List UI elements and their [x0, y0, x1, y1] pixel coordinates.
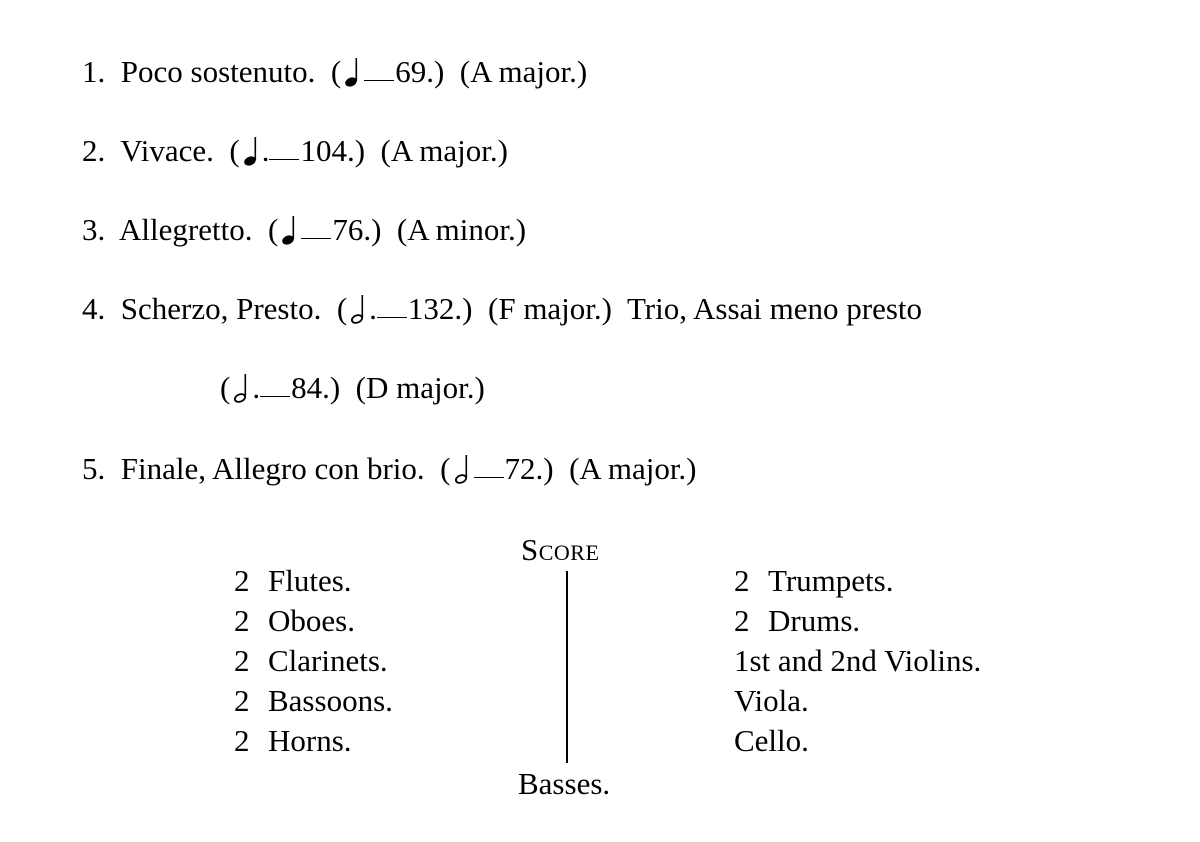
movement-number: 2. [82, 133, 106, 168]
metronome-value: 132.) [407, 291, 473, 326]
tempo-rule [269, 159, 299, 160]
metronome-value: 69.) [395, 54, 445, 89]
movement-2 [82, 133, 508, 169]
movement-number: 3. [82, 212, 106, 247]
instrument-count: 2 [234, 603, 250, 638]
tempo-rule [364, 80, 394, 81]
tempo-rule [301, 238, 331, 239]
tempo-rule [377, 317, 407, 318]
movement-title: Allegretto. [119, 212, 253, 247]
movement-4 [82, 291, 922, 327]
open-paren: ( [229, 133, 240, 168]
instrument-name: Horns. [268, 723, 352, 758]
instrument-item [734, 601, 981, 641]
movement-title: Finale, Allegro con brio. [120, 451, 425, 486]
instrument-name: Clarinets. [268, 643, 388, 678]
movement-key: (F major.) [488, 291, 612, 326]
movement-key: (A major.) [459, 54, 588, 89]
score-divider [566, 571, 568, 763]
instrument-name: Drums. [768, 603, 861, 638]
instrument-count: 2 [234, 643, 250, 678]
open-paren: ( [330, 54, 342, 89]
half-note-icon [453, 455, 473, 485]
movement-number: 5. [82, 451, 106, 486]
movement-title: Vivace. [120, 133, 214, 168]
instrument-item [734, 721, 981, 761]
dotted-quarter-note-icon [242, 137, 262, 167]
instrument-name: 1st and 2nd Violins. [734, 643, 982, 678]
instrument-count: 2 [234, 723, 250, 758]
movement-key: (A major.) [569, 451, 697, 486]
movement-3 [82, 212, 526, 248]
dot: . [261, 133, 270, 168]
movement-4-trio [220, 370, 485, 406]
metronome-value: 104.) [300, 133, 366, 168]
instrument-item [234, 641, 393, 681]
instrument-count: 2 [234, 683, 250, 718]
instrument-name: Flutes. [268, 563, 352, 598]
instrument-name: Bassoons. [268, 683, 393, 718]
instrument-count: 2 [734, 563, 750, 598]
movement-key: (D major.) [355, 370, 485, 405]
instrument-name: Oboes. [268, 603, 355, 638]
instrument-count: 2 [734, 603, 750, 638]
score-title: Score [521, 532, 600, 567]
quarter-note-icon [343, 58, 363, 88]
dot: . [369, 291, 377, 326]
score-right-column [734, 561, 981, 761]
instrument-item [734, 641, 981, 681]
open-paren: ( [440, 451, 451, 486]
movement-1 [82, 54, 587, 90]
dot: . [252, 370, 261, 405]
movement-number: 4. [82, 291, 106, 326]
movement-title: Scherzo, Presto. [120, 291, 322, 326]
instrument-item [234, 721, 393, 761]
open-paren: ( [220, 370, 231, 405]
instrument-item [234, 561, 393, 601]
movement-5 [82, 451, 697, 487]
tempo-rule [474, 477, 504, 478]
score-basses: Basses. [518, 766, 611, 801]
dotted-half-note-icon [349, 295, 369, 325]
open-paren: ( [336, 291, 348, 326]
instrument-item [234, 681, 393, 721]
movement-title: Poco sostenuto. [120, 54, 316, 89]
movement-key: (A major.) [380, 133, 508, 168]
open-paren: ( [267, 212, 279, 247]
metronome-value: 76.) [332, 212, 382, 247]
instrument-item [734, 681, 981, 721]
dotted-half-note-icon [232, 374, 252, 404]
instrument-count: 2 [234, 563, 250, 598]
score-left-column [234, 561, 393, 761]
trio-text: Trio, Assai meno presto [626, 291, 923, 326]
movement-key: (A minor.) [396, 212, 527, 247]
metronome-value: 84.) [291, 370, 341, 405]
instrument-name: Cello. [734, 723, 809, 758]
metronome-value: 72.) [504, 451, 554, 486]
instrument-name: Trumpets. [768, 563, 894, 598]
tempo-rule [260, 396, 290, 397]
instrument-name: Viola. [734, 683, 809, 718]
instrument-item [734, 561, 981, 601]
movement-number: 1. [82, 54, 106, 89]
quarter-note-icon [280, 216, 300, 246]
instrument-item [234, 601, 393, 641]
